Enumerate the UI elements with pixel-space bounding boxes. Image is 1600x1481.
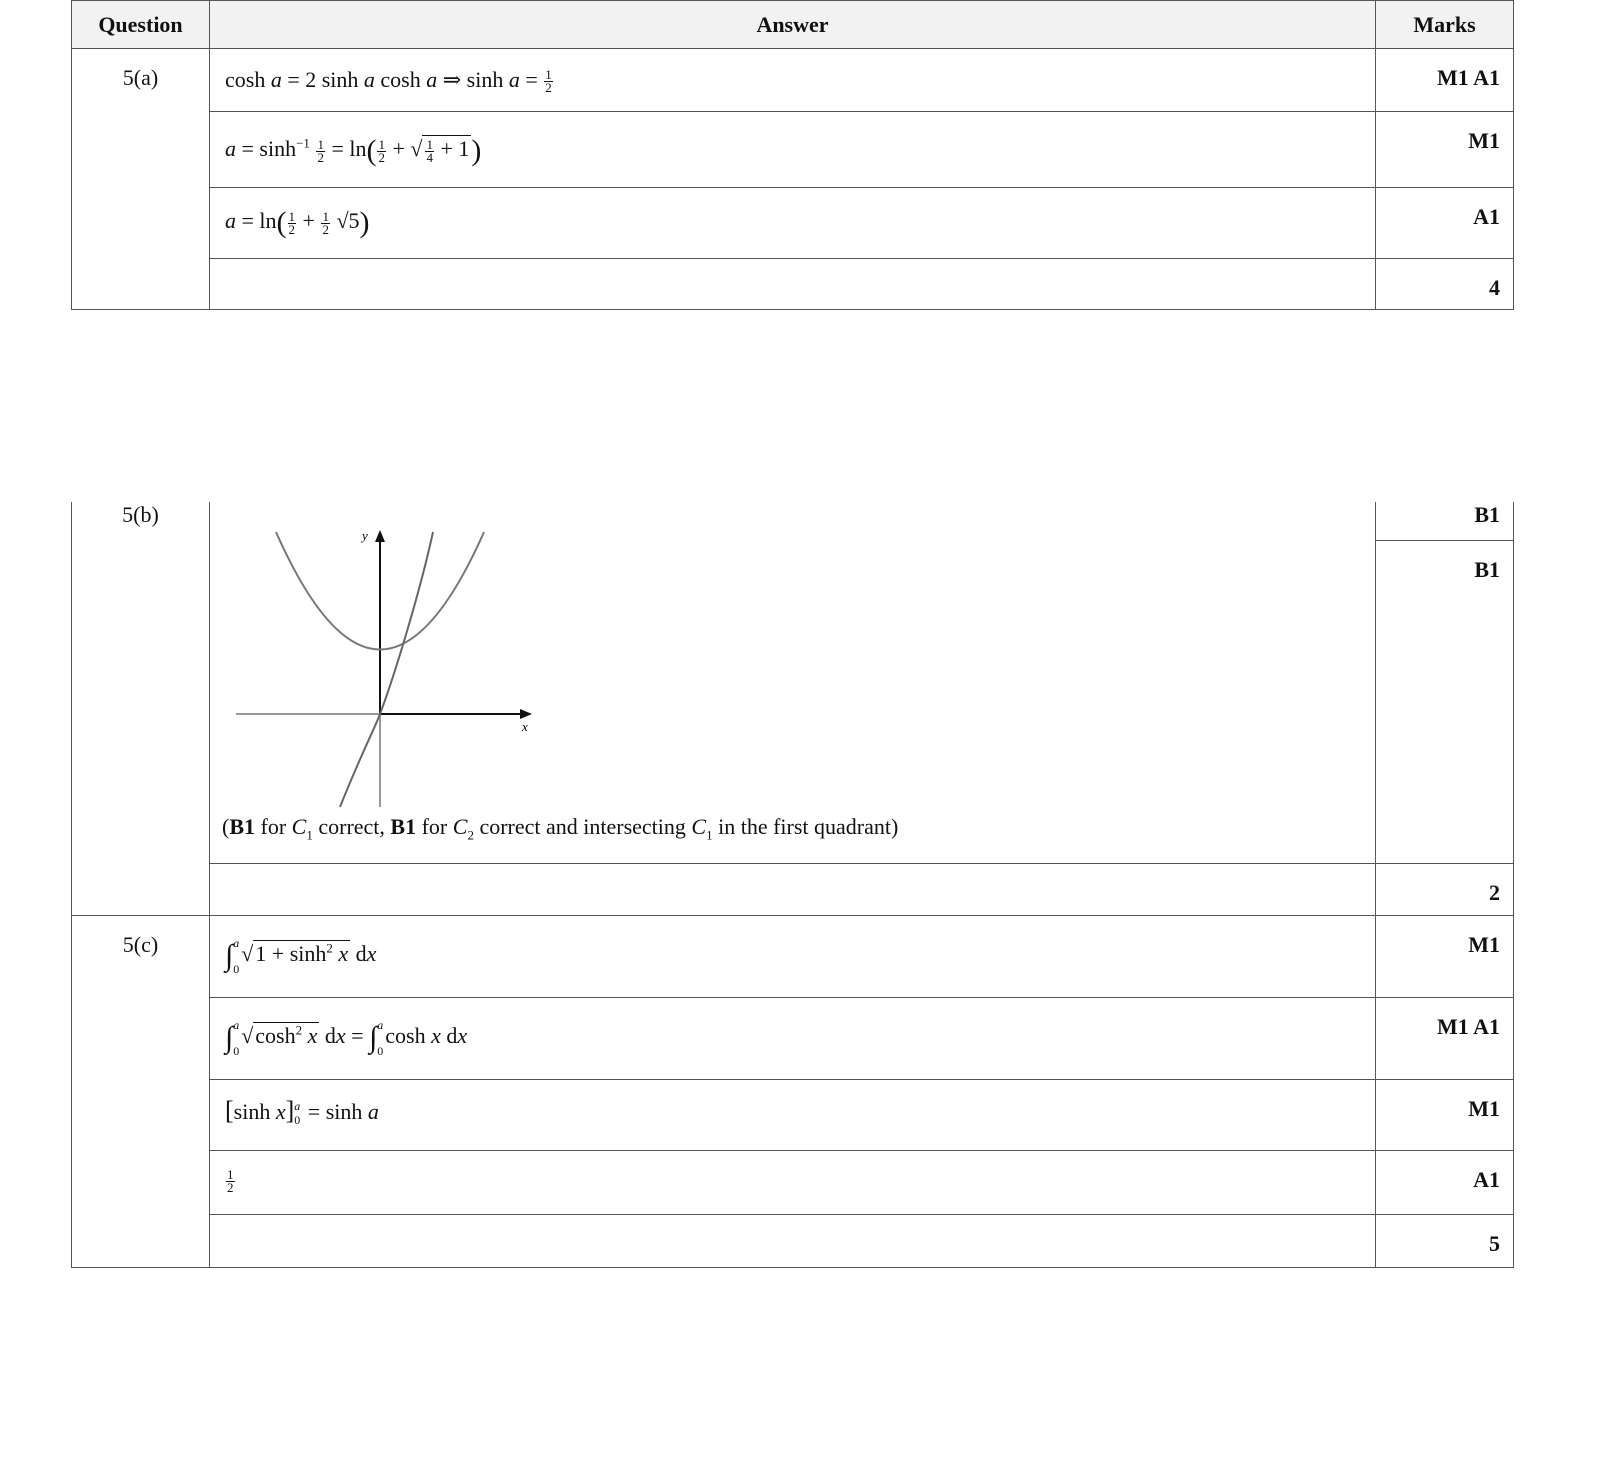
question-label-5a: 5(a) xyxy=(72,49,210,310)
answer-5c-1: ∫ a 0 $√1 + \sinh^2 x$ dx xyxy=(210,915,1376,997)
answer-5a-total-blank xyxy=(210,259,1376,310)
header-answer: Answer xyxy=(210,1,1376,49)
marks-5a-total: 4 xyxy=(1376,259,1514,310)
sketch-graph xyxy=(222,502,552,812)
marks-5c-3: M1 xyxy=(1376,1079,1514,1150)
marks-5a-1: M1 A1 xyxy=(1376,49,1514,112)
answer-5c-2: ∫ a 0 $√\cosh^2$ x dx = ∫ a 0 cosh x dx xyxy=(210,997,1376,1079)
mark-scheme-table-5a xyxy=(71,0,1514,310)
header-question: Question xyxy=(72,1,210,49)
question-label-5b: 5(b) xyxy=(72,502,210,915)
mark-scheme-table-5bc xyxy=(71,502,1514,1268)
marks-5b-1: B1 xyxy=(1376,502,1514,540)
answer-5a-1: cosh a = 2 sinh a cosh a ⇒ sinh a = $\frac{1}{2}$ xyxy=(210,49,1376,112)
x-axis-label: x xyxy=(522,719,528,734)
answer-5c-3: [sinh x] a 0 = sinh a xyxy=(210,1079,1376,1150)
x-axis-arrow-icon xyxy=(520,709,532,719)
answer-5c-4: $\frac{1}{2}$ xyxy=(210,1150,1376,1214)
marks-5b-total: 2 xyxy=(1376,863,1514,915)
question-label-5c: 5(c) xyxy=(72,915,210,1267)
marks-5a-2: M1 xyxy=(1376,112,1514,188)
y-axis-label: y xyxy=(362,528,368,543)
answer-5a-3: a = ln( $\frac{1}{2}$ + $\frac{1}{2}$ √5) xyxy=(210,188,1376,259)
marks-5c-2: M1 A1 xyxy=(1376,997,1514,1079)
answer-5c-total-blank xyxy=(210,1214,1376,1267)
marks-5c-total: 5 xyxy=(1376,1214,1514,1267)
answer-5b-note: (B1 for $C_1$ correct, B1 for $C_2$ correct and intersecting $C_1$ in the first quadrant) xyxy=(222,814,899,843)
y-axis-arrow-icon xyxy=(375,530,385,542)
marks-5b-2: B1 xyxy=(1376,540,1514,863)
answer-5a-2: $a = \sinh^{-1}$ $\frac{1}{2}$ = ln( $\frac{1}{2}$ + √ $\frac{1}{4}$ + 1) xyxy=(210,112,1376,188)
answer-5b-total-blank xyxy=(210,863,1376,915)
marks-5c-1: M1 xyxy=(1376,915,1514,997)
marks-5c-4: A1 xyxy=(1376,1150,1514,1214)
marks-5a-3: A1 xyxy=(1376,188,1514,259)
answer-5b-graph-cell xyxy=(210,502,1376,863)
curve-c2 xyxy=(340,532,433,807)
header-marks: Marks xyxy=(1376,1,1514,49)
